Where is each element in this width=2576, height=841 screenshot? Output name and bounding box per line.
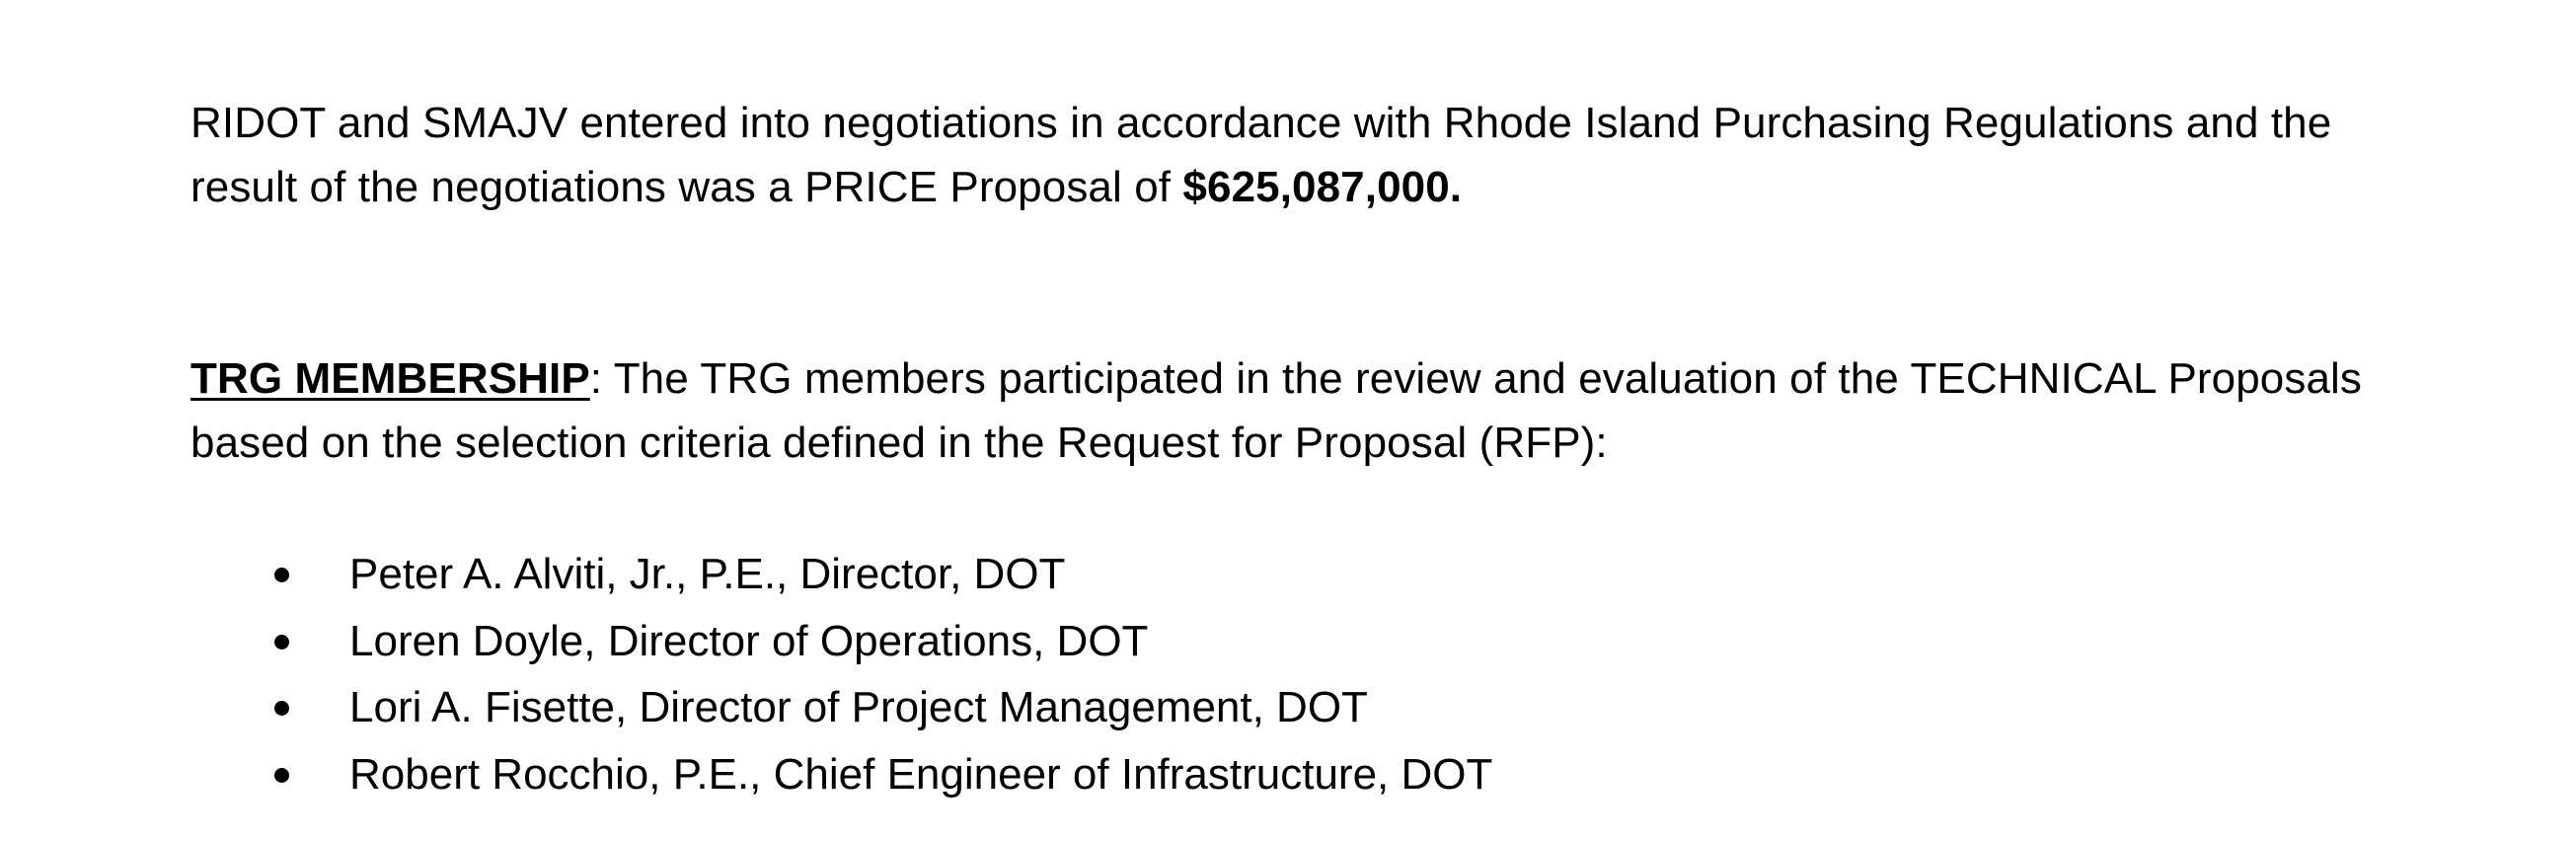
membership-text: : The TRG members participated in the review and evaluation of the TECHNICAL Proposals based on the selection criteria defined in the Request for Proposal (RFP): <box>190 354 2362 467</box>
member-name: Robert Rocchio, P.E., Chief Engineer of Infrastructure, DOT <box>349 749 1493 799</box>
bullet-icon <box>274 568 289 582</box>
member-name: Loren Doyle, Director of Operations, DOT <box>349 616 1149 665</box>
negotiations-paragraph <box>190 91 2362 219</box>
bullet-icon <box>274 701 289 716</box>
membership-paragraph <box>190 346 2362 475</box>
negotiations-text: RIDOT and SMAJV entered into negotiations in accordance with Rhode Island Purchasing Regulations and the result of the negotiations was a PRICE Proposal of <box>190 99 2332 211</box>
membership-heading: TRG MEMBERSHIP <box>190 354 590 403</box>
price-proposal-amount: $625,087,000. <box>1182 163 1463 211</box>
member-name: Peter A. Alviti, Jr., P.E., Director, DOT <box>349 550 1066 598</box>
bullet-icon <box>274 768 289 783</box>
bullet-icon <box>274 635 289 650</box>
member-name: Lori A. Fisette, Director of Project Management, DOT <box>349 683 1368 731</box>
